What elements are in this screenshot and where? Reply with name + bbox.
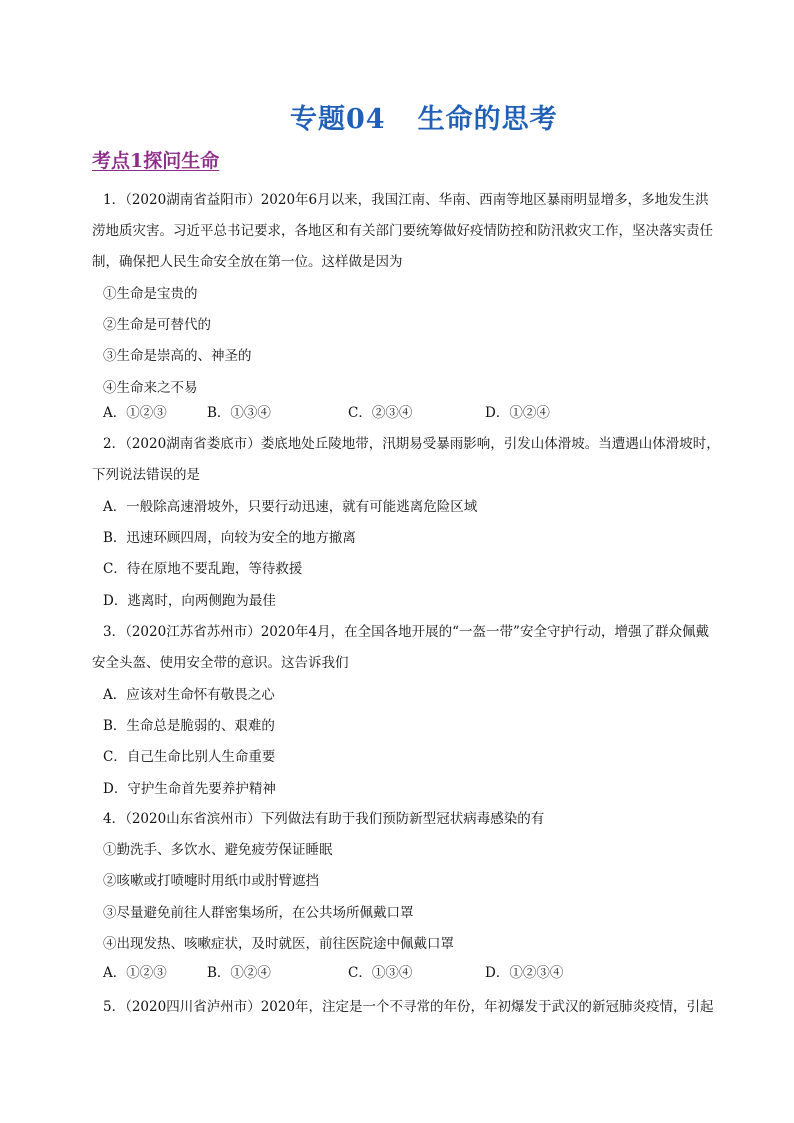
question-4-options (103, 963, 623, 983)
question-3-line-2: 安全头盔、使用安全带的意识。这告诉我们 (92, 655, 349, 671)
question-1-line-1: 1．（2020湖南省益阳市）2020年6月以来，我国江南、华南、西南等地区暴雨明显增多，多地发生洪 (103, 192, 709, 208)
question-2-option-c: C．待在原地不要乱跑，等待救援 (103, 561, 303, 577)
question-1-option-b: B．①③④ (207, 405, 271, 421)
question-4-option-c: C．①③④ (348, 965, 413, 981)
question-4-option-d: D．①②③④ (485, 965, 564, 981)
question-2-option-b: B．迅速环顾四周，向较为安全的地方撤离 (103, 530, 356, 546)
question-1-options (103, 403, 623, 423)
question-1-line-3: 制，确保把人民生命安全放在第一位。这样做是因为 (92, 254, 403, 270)
question-1-option-a: A．①②③ (103, 405, 167, 421)
question-3-line-1: 3．（2020江苏省苏州市）2020年4月，在全国各地开展的“一盔一带”安全守护行动，增强了群众佩戴 (103, 624, 709, 640)
question-2-option-d: D．逃离时，向两侧跑为最佳 (103, 593, 276, 609)
question-1-statement-2: ②生命是可替代的 (103, 317, 211, 333)
question-2-line-2: 下列说法错误的是 (92, 467, 200, 483)
question-1-statement-4: ④生命来之不易 (103, 380, 198, 396)
question-1-option-c: C．②③④ (348, 405, 413, 421)
question-4-line-1: 4．（2020山东省滨州市）下列做法有助于我们预防新型冠状病毒感染的有 (103, 811, 545, 827)
title-main: 专题04 (290, 104, 386, 135)
question-2-option-a: A．一般除高速滑坡外，只要行动迅速，就有可能逃离危险区域 (103, 499, 478, 515)
section-heading: 考点1探问生命 (92, 150, 220, 172)
question-3-option-c: C．自己生命比别人生命重要 (103, 749, 276, 765)
question-3-option-a: A．应该对生命怀有敬畏之心 (103, 687, 275, 703)
question-4-option-a: A．①②③ (103, 965, 167, 981)
question-4-statement-4: ④出现发热、咳嗽症状，及时就医，前往医院途中佩戴口罩 (103, 936, 454, 952)
question-4-statement-1: ①勤洗手、多饮水、避免疲劳保证睡眠 (103, 842, 333, 858)
title-sub: 生命的思考 (417, 104, 558, 135)
question-4-statement-3: ③尽量避免前往人群密集场所，在公共场所佩戴口罩 (103, 905, 414, 921)
page-title (290, 97, 558, 136)
question-4-statement-2: ②咳嗽或打喷嚏时用纸巾或肘臂遮挡 (103, 873, 319, 889)
question-3-option-b: B．生命总是脆弱的、艰难的 (103, 718, 275, 734)
question-1-line-2: 涝地质灾害。习近平总书记要求，各地区和有关部门要统筹做好疫情防控和防汛救灾工作，坚决落实责任 (92, 223, 713, 239)
question-4-option-b: B．①②④ (207, 965, 271, 981)
question-5-line-1: 5．（2020四川省泸州市）2020年，注定是一个不寻常的年份，年初爆发于武汉的新冠肺炎疫情，引起 (103, 999, 714, 1015)
question-2-line-1: 2．（2020湖南省娄底市）娄底地处丘陵地带，汛期易受暴雨影响，引发山体滑坡。当遭遇山体滑坡时， (103, 436, 720, 452)
question-1-statement-1: ①生命是宝贵的 (103, 286, 198, 302)
question-3-option-d: D．守护生命首先要养护精神 (103, 781, 276, 797)
question-1-statement-3: ③生命是崇高的、神圣的 (103, 348, 252, 364)
question-1-option-d: D．①②④ (485, 405, 550, 421)
